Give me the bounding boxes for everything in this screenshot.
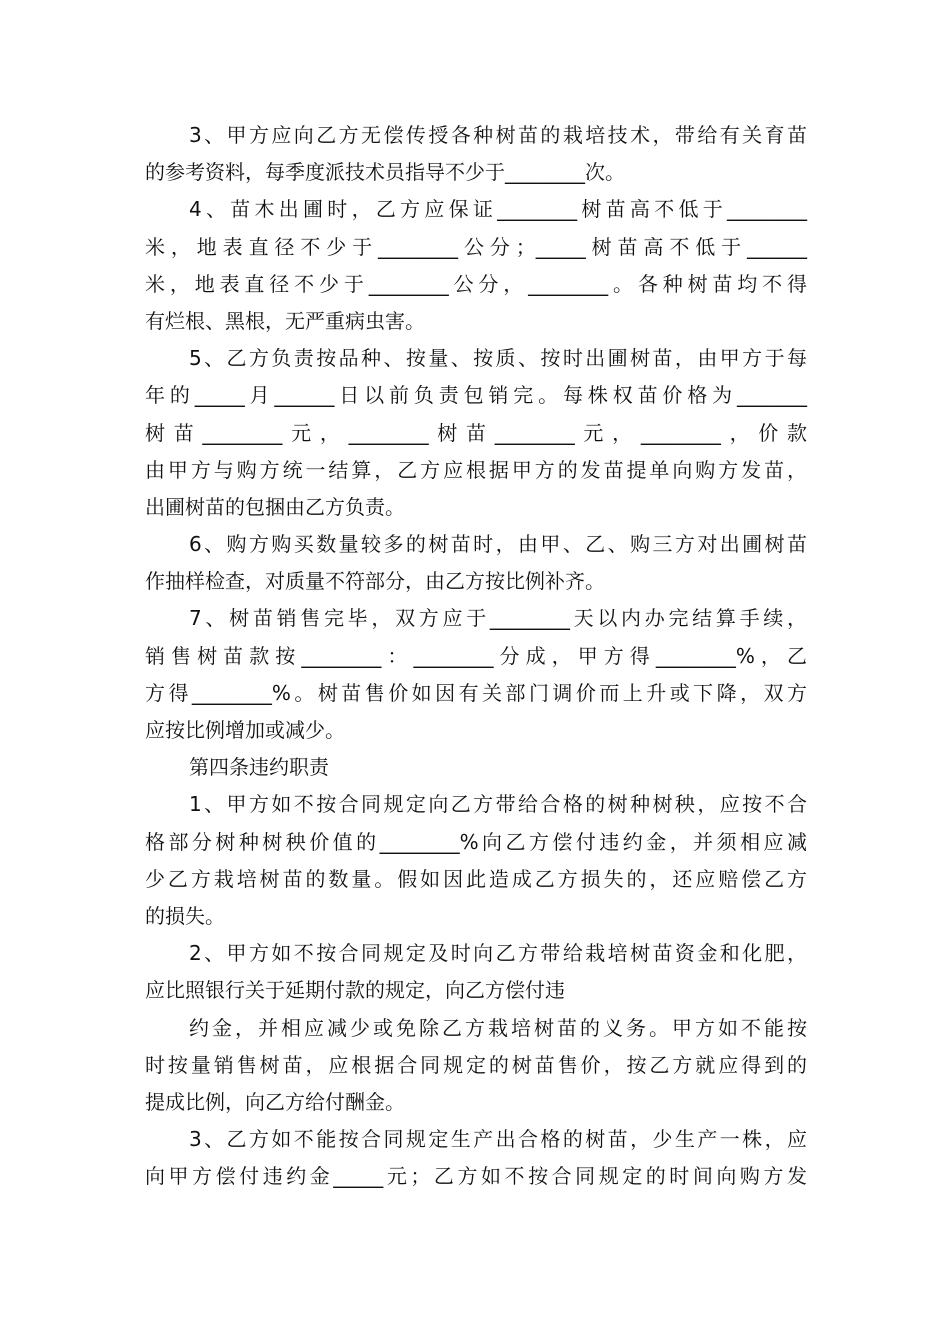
text-line: 出圃树苗的包捆由乙方负责。 <box>145 494 405 519</box>
text-line: 的损失。 <box>145 903 225 928</box>
paragraph-breach-2 <box>145 935 807 1009</box>
paragraph-breach-3 <box>145 1121 807 1195</box>
text-line: 有烂根、黑根，无严重病虫害。 <box>145 308 425 333</box>
text-line: 的参考资料，每季度派技术员指导不少于________次。 <box>145 160 625 185</box>
text-line: 向甲方偿付违约金_____元；乙方如不按合同规定的时间向购方发 <box>145 1164 807 1189</box>
text-line: 2、甲方如不按合同规定及时向乙方带给栽培树苗资金和化肥， <box>189 941 807 966</box>
text-line: 应比照银行关于延期付款的规定，向乙方偿付违 <box>145 978 565 1003</box>
text-line: 年的_____月______日以前负责包销完。每株权苗价格为_______ <box>145 383 807 408</box>
text-line: 3、乙方如不能按合同规定生产出合格的树苗，少生产一株，应 <box>189 1127 807 1152</box>
text-line: 方得________%。树苗售价如因有关部门调价而上升或下降，双方 <box>145 680 807 705</box>
text-line: 少乙方栽培树苗的数量。假如因此造成乙方损失的，还应赔偿乙方 <box>145 866 807 891</box>
text-line: 6、购方购买数量较多的树苗时，由甲、乙、购三方对出圃树苗 <box>189 532 807 557</box>
text-line: 格部分树种树秧价值的________%向乙方偿付违约金，并须相应减 <box>145 829 807 854</box>
paragraph-breach-1 <box>145 786 807 935</box>
text-line: 1、甲方如不按合同规定向乙方带给合格的树种树秧，应按不合 <box>189 792 807 817</box>
paragraph-item-4 <box>145 191 807 340</box>
text-line: 应按比例增加或减少。 <box>145 718 345 742</box>
text-line: 4、苗木出圃时，乙方应保证________树苗高不低于________ <box>189 197 807 222</box>
text-line: 米，地表直径不少于________公分，________。各种树苗均不得 <box>145 271 807 296</box>
paragraph-item-7 <box>145 600 807 749</box>
text-line: 销售树苗款按________：________分成，甲方得________%，乙 <box>145 643 807 668</box>
section-heading <box>145 749 807 786</box>
text-line: 由甲方与购方统一结算，乙方应根据甲方的发苗提单向购方发苗， <box>145 457 807 482</box>
text-line: 3、甲方应向乙方无偿传授各种树苗的栽培技术，带给有关育苗 <box>189 123 807 147</box>
document-page <box>145 117 807 1195</box>
text-line: 5、乙方负责按品种、按量、按质、按时出圃树苗，由甲方于每 <box>189 346 807 371</box>
text-line: 时按量销售树苗，应根据合同规定的树苗售价，按乙方就应得到的 <box>145 1052 807 1077</box>
paragraph-item-5 <box>145 340 807 526</box>
text-line: 约金，并相应减少或免除乙方栽培树苗的义务。甲方如不能按 <box>189 1015 807 1040</box>
paragraph-item-3 <box>145 117 807 191</box>
text-line: 树苗________元，________树苗________元，________，价款 <box>145 420 807 445</box>
text-line: 作抽样检查，对质量不符部分，由乙方按比例补齐。 <box>145 569 605 594</box>
paragraph-item-6 <box>145 526 807 600</box>
text-line: 米，地表直径不少于________公分；_____树苗高不低于______ <box>145 234 807 259</box>
paragraph-breach-2-continued <box>145 1010 807 1122</box>
text-line: 提成比例，向乙方给付酬金。 <box>145 1089 405 1114</box>
text-line: 7、树苗销售完毕，双方应于________天以内办完结算手续， <box>189 606 807 631</box>
section-title: 第四条违约职责 <box>189 755 329 780</box>
